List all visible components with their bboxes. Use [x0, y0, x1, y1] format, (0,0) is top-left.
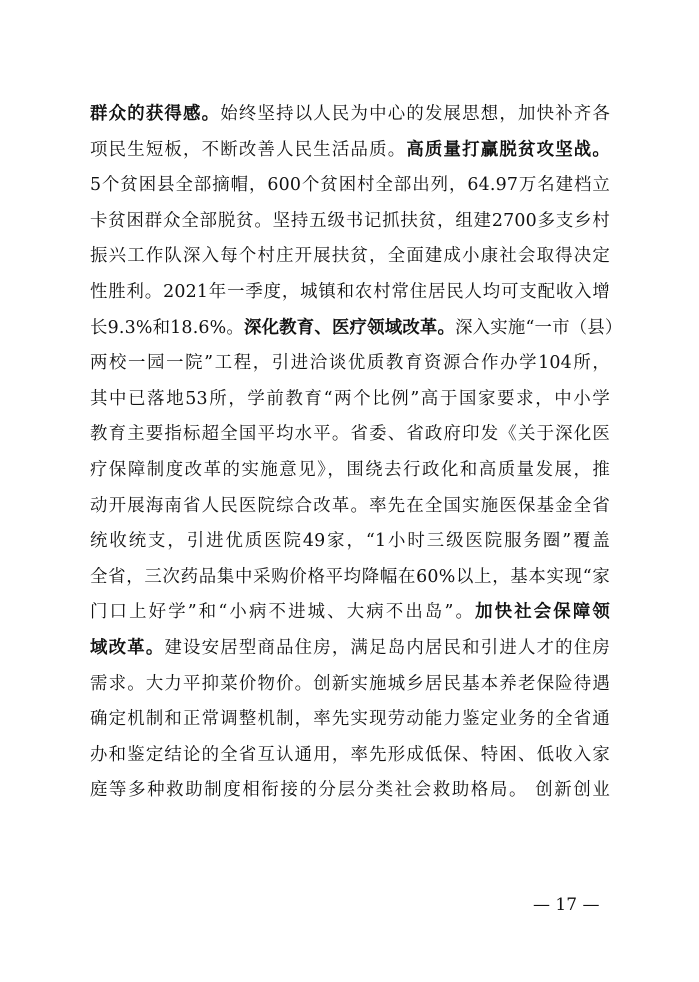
text-line [90, 346, 610, 382]
body-text [90, 97, 623, 809]
text-line [90, 275, 610, 311]
text-segment: 动开展海南省人民医院综合改革。率先在全国实施医保基金全省 [90, 495, 610, 516]
text-line [90, 667, 610, 703]
text-segment: 需求。大力平抑菜价物价。创新实施城乡居民基本养老保险待遇 [90, 673, 610, 694]
bold-heading-segment: 群众的获得感。 [90, 104, 221, 124]
text-segment: 全省，三次药品集中采购价格平均降幅在60%以上，基本实现“家 [90, 566, 610, 587]
text-line [90, 631, 610, 667]
text-line [90, 168, 610, 204]
text-line [90, 702, 610, 738]
text-segment: 办和鉴定结论的全省互认通用，率先形成低保、特困、低收入家 [90, 744, 610, 765]
text-segment: 深入实施“一市（县） [455, 317, 623, 338]
bold-heading-segment: 深化教育、医疗领域改革。 [244, 317, 456, 338]
text-segment: 两校一园一院”工程，引进洽谈优质教育资源合作办学104所， [90, 353, 610, 374]
text-line [90, 560, 610, 596]
text-segment: 项民生短板，不断改善人民生活品质。 [90, 139, 407, 160]
text-line [90, 773, 610, 809]
text-line [90, 97, 610, 133]
text-line [90, 417, 610, 453]
text-line [90, 738, 610, 774]
text-line [90, 524, 610, 560]
text-segment: 卡贫困群众全部脱贫。坚持五级书记抓扶贫，组建2700多支乡村 [90, 210, 610, 231]
text-segment: 庭等多种救助制度相衔接的分层分类社会救助格局。 创新创业 [90, 780, 610, 801]
text-segment: 建设安居型商品住房，满足岛内居民和引进人才的住房 [164, 637, 610, 658]
text-line [90, 239, 610, 275]
text-line [90, 204, 610, 240]
text-line [90, 311, 623, 347]
text-segment: 5个贫困县全部摘帽，600个贫困村全部出列，64.97万名建档立 [90, 175, 610, 196]
text-segment: 确定机制和正常调整机制，率先实现劳动能力鉴定业务的全省通 [90, 709, 610, 730]
text-segment: 统收统支，引进优质医院49家，“1小时三级医院服务圈”覆盖 [90, 531, 610, 552]
text-line [90, 489, 610, 525]
text-segment: 其中已落地53所，学前教育“两个比例”高于国家要求，中小学 [90, 388, 610, 409]
text-segment: 疗保障制度改革的实施意见》，围绕去行政化和高质量发展，推 [90, 459, 610, 480]
text-segment: 振兴工作队深入每个村庄开展扶贫，全面建成小康社会取得决定 [90, 246, 610, 267]
text-segment: 性胜利。2021年一季度，城镇和农村常住居民人均可支配收入增 [90, 281, 610, 302]
text-segment: 门口上好学”和“小病不进城、大病不出岛”。 [90, 602, 476, 623]
text-line [90, 133, 610, 169]
bold-heading-segment: 域改革。 [90, 637, 165, 658]
bold-heading-segment: 高质量打赢脱贫攻坚战。 [406, 139, 610, 160]
page-number: — 17 — [533, 895, 600, 915]
text-segment: 教育主要指标超全国平均水平。省委、省政府印发《关于深化医 [90, 424, 610, 445]
text-line [90, 453, 610, 489]
text-segment: 始终坚持以人民为中心的发展思想，加快补齐各 [220, 104, 611, 124]
text-segment: 长9.3%和18.6%。 [90, 317, 244, 338]
text-line [90, 382, 610, 418]
text-line [90, 595, 610, 631]
bold-heading-segment: 加快社会保障领 [475, 602, 610, 623]
